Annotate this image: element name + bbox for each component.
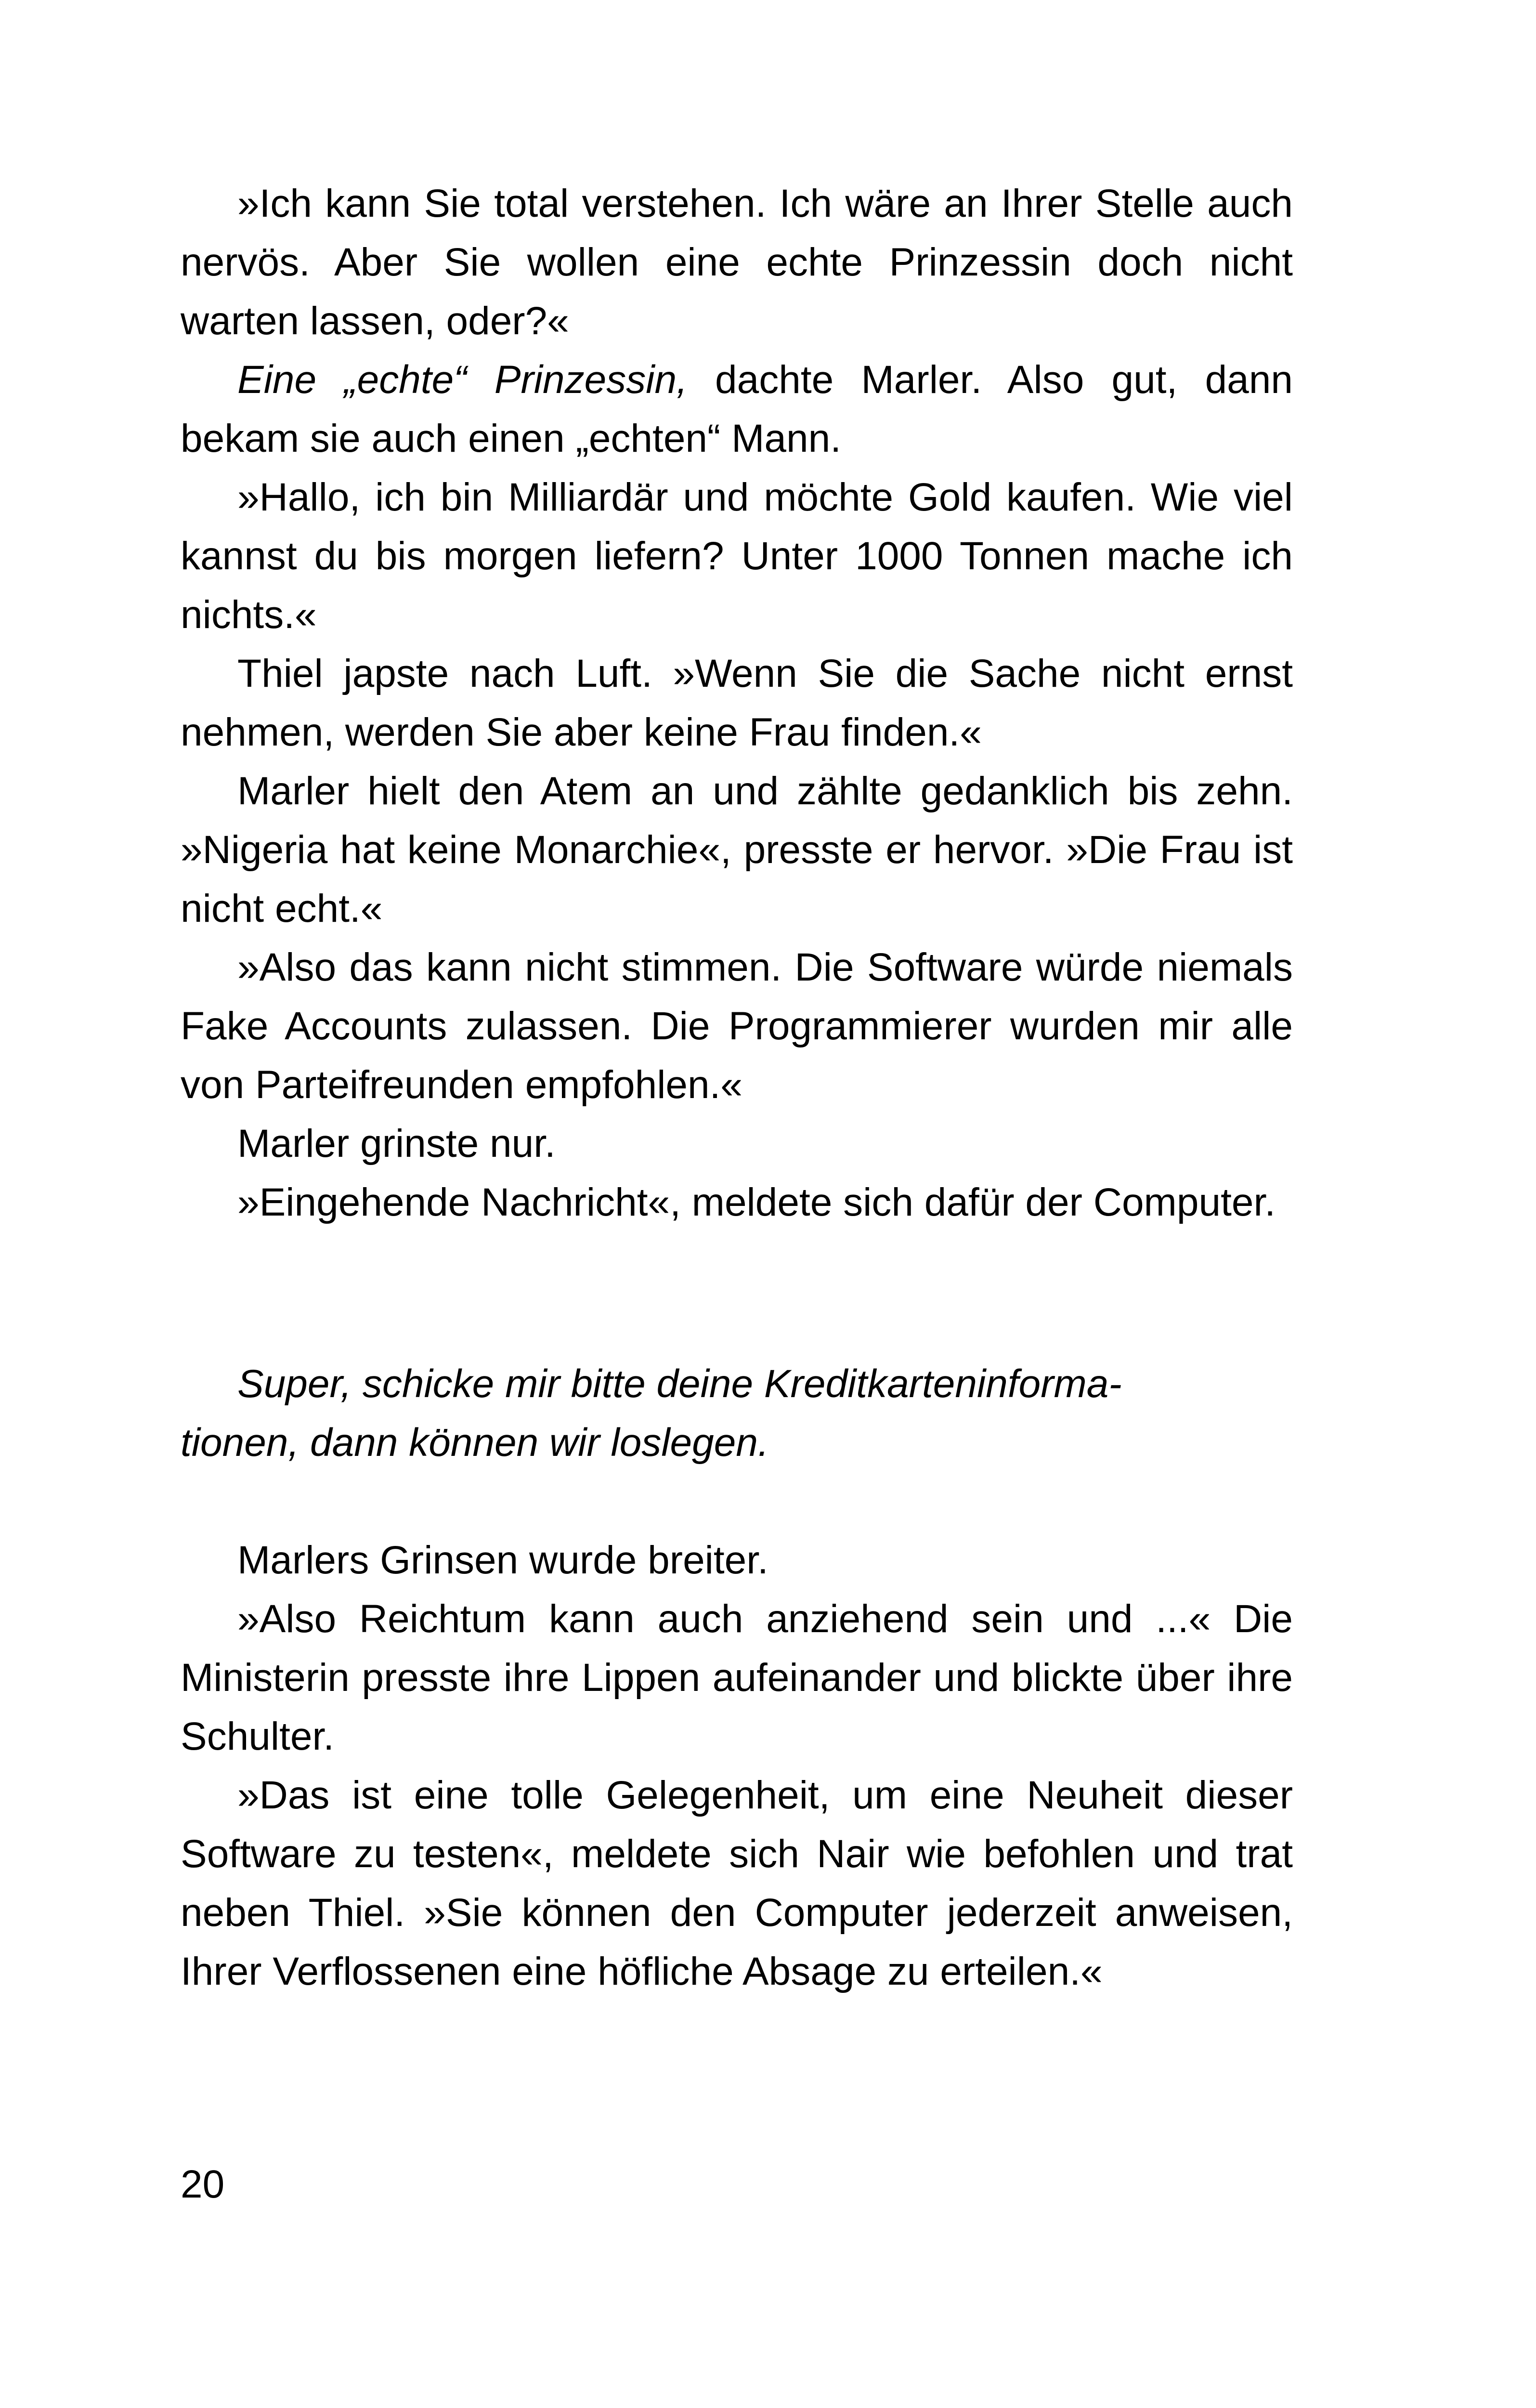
body-text-top — [181, 174, 1293, 1232]
paragraph: Marlers Grinsen wurde breiter. — [237, 1538, 768, 1582]
paragraph: »Ich kann Sie total verstehen. Ich wäre an Ihrer Stelle auch nervös. Aber Sie wollen eine echte Prinzessin doch nicht warten lassen, oder?« — [181, 182, 1293, 343]
paragraph: »Also Reichtum kann auch anziehend sein und ...« Die Ministerin presste ihre Lippen aufeinander und blickte über ihre Schulter. — [181, 1597, 1293, 1758]
paragraph: Marler hielt den Atem an und zählte gedanklich bis zehn. »Nigeria hat keine Monarchie«, presste er hervor. »Die Frau ist nicht echt.« — [181, 769, 1293, 930]
paragraph: Marler grinste nur. — [237, 1122, 556, 1165]
italic-message-block — [181, 1355, 1293, 1472]
italic-phrase: Eine „echte“ Prinzessin, — [237, 358, 688, 402]
page-number: 20 — [181, 2162, 225, 2206]
paragraph: Thiel japste nach Luft. »Wenn Sie die Sache nicht ernst nehmen, werden Sie aber keine Frau finden.« — [181, 652, 1293, 754]
paragraph: Eine „echte“ Prinzessin, dachte Marler. Also gut, dann bekam sie auch einen „echten“ Mann. — [181, 358, 1293, 460]
paragraph: »Hallo, ich bin Milliardär und möchte Gold kaufen. Wie viel kannst du bis morgen liefern? Unter 1000 Tonnen mache ich nichts.« — [181, 475, 1293, 637]
paragraph: »Das ist eine tolle Gelegenheit, um eine Neuheit dieser Software zu testen«, meldete sich Nair wie befohlen und trat neben Thiel. »Sie können den Computer jederzeit anweisen, Ihrer Verflossenen eine höfliche Absage zu erteilen.« — [181, 1773, 1293, 1993]
paragraph: »Eingehende Nachricht«, meldete sich dafür der Computer. — [237, 1180, 1276, 1224]
paragraph: »Also das kann nicht stimmen. Die Software würde niemals Fake Accounts zulassen. Die Programmierer wurden mir alle von Parteifreunden empfohlen.« — [181, 945, 1293, 1107]
message-text: Super, schicke mir bitte deine Kreditkarteninforma- tionen, dann können wir loslegen. — [181, 1362, 1122, 1465]
body-text-bottom — [181, 1531, 1293, 2001]
